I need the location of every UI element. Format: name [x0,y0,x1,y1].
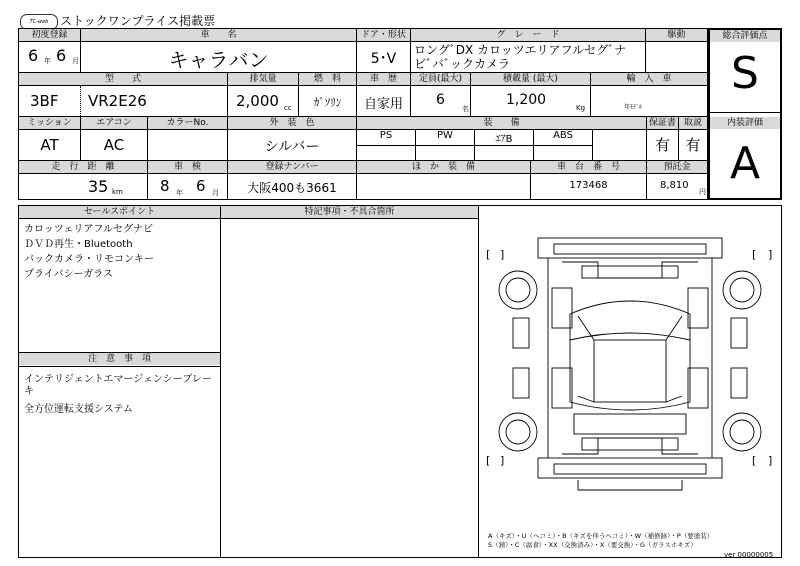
aircon-value: AC [103,136,125,154]
history-value: 自家用 [363,97,403,112]
other-equipment-label: ほ か 装 備 [357,161,530,173]
grade-line1: ロングﾞDX カロッツエリアフルセグﾞナ [414,43,627,57]
load-unit: Kg [576,104,586,112]
model-prefix: 3BF [30,92,59,110]
mission-label: ミッション [19,117,80,129]
first-reg-year: 6 [28,46,39,65]
fuel-label: 燃 料 [299,73,356,85]
equipment-pw: PW [437,130,453,141]
legend-line2: S（錆）・C（腐食）・XX（交換済み）・X（要交換）・G（ガラスホキズ） [488,541,697,549]
bracket-right-top: [ [752,248,757,261]
inspection-year: 8 [160,177,170,195]
name-label: 車 名 [81,29,356,41]
manual-label: 取説 [679,117,707,129]
door-label: ドア・形状 [357,29,410,41]
legend-line1: A（キズ）・U（ヘコミ）・B（キズを伴うヘコミ）・W（補修跡）・P（要塗装） [488,532,714,540]
bracket-left-top-close: ] [500,248,505,261]
deposit-value: 8,810 [660,180,689,191]
first-reg-label: 初度登録 [19,29,80,41]
logo: TC-web [20,14,58,30]
grade-line2: ビﾞバﾞックカメラ [414,57,511,71]
special-label: 特記事項・不具合箇所 [221,206,478,218]
wheel-front-left [499,271,537,309]
model-label: 型 式 [19,73,227,85]
load-label: 積載量 (最大) [471,73,590,85]
mission-value: AT [40,136,59,154]
list-item: プライバシーガラス [24,269,113,280]
bracket-right-bottom: [ [752,454,757,467]
displacement-value: 2,000 [236,92,279,110]
door-value: 5･V [370,51,397,67]
deposit-unit: 円 [699,188,706,196]
warranty-value: 有 [654,136,670,154]
equipment-ps: PS [379,130,393,141]
wheel-rear-left [499,413,537,451]
bracket-right-top-close: ] [768,248,773,261]
plate-value: 大阪400も3661 [247,181,337,195]
overall-score: S [731,48,759,99]
list-item: バックカメラ・リモコンキー [24,254,154,265]
exterior-label: 外 装 色 [228,117,356,129]
plate-label: 登録ナンバー [228,161,356,173]
aircon-label: エアコン [81,117,147,129]
mileage-value: 35 [88,177,109,196]
list-item: カロッツェリアフルセグナビ [24,224,153,235]
vehicle-name: キャラバン [168,48,269,72]
sales-label: セールスポイント [19,206,220,218]
wheel-front-right [723,271,761,309]
page-title: ストックワンプライス掲載票 [60,14,216,28]
capacity-label: 定員(最大) [411,73,470,85]
bracket-left-bottom-close: ] [500,454,505,467]
year-unit: 年 [44,57,51,65]
grade-label: グ レ ー ド [411,29,645,41]
inspection-year-unit: 年 [176,189,183,197]
history-label: 車 歴 [357,73,410,85]
inspection-month: 6 [196,177,206,195]
first-reg-month: 6 [56,46,67,65]
deposit-label: 預託金 [647,161,707,173]
import-label: 輸 入 車 [591,73,707,85]
model-value: VR2E26 [88,92,147,110]
overall-label: 総合評価点 [710,30,780,42]
fuel-value: ｶﾞｿﾘﾝ [313,96,342,109]
list-item: インテリジェントエマージェンシーブレーキ [24,374,212,397]
equipment-abs: ABS [553,130,573,141]
mileage-label: 走 行 距 離 [19,161,147,173]
interior-label: 内装評価 [710,117,780,129]
displacement-label: 排気量 [228,73,298,85]
inspection-month-unit: 月 [212,189,219,197]
capacity-unit: 名 [462,105,469,113]
month-unit: 月 [72,57,79,65]
chassis-label: 車 台 番 号 [531,161,646,173]
equipment-airbag: ｴｱB [495,134,513,145]
list-item: ＤＶＤ再生・Bluetooth [24,239,133,250]
exterior-value: シルバー [264,139,320,155]
interior-score: A [729,138,761,189]
inspection-label: 車 検 [148,161,227,173]
version-label: ver 00000005 [724,551,774,559]
color-no-label: カラーNo. [148,117,227,129]
load-value: 1,200 [506,92,547,108]
manual-value: 有 [685,136,701,154]
mileage-unit: km [112,188,123,196]
drive-label: 駆動 [646,29,707,41]
wheel-rear-right [723,413,761,451]
sales-list [24,222,154,282]
car-diagram [478,218,782,528]
bracket-right-bottom-close: ] [768,454,773,467]
equipment-label: 装 備 [357,117,646,129]
bracket-left-bottom: [ [486,454,491,467]
import-note: 年ﾓﾃﾞﾙ [624,104,643,111]
notes-list [24,374,216,416]
warranty-label: 保証書 [648,118,676,128]
chassis-value: 173468 [569,180,608,191]
capacity-value: 6 [436,92,445,108]
list-item: 全方位運転支援システム [24,404,133,415]
cc-unit: cc [284,104,292,112]
notes-label: 注 意 事 項 [19,353,220,365]
bracket-left-top: [ [486,248,491,261]
